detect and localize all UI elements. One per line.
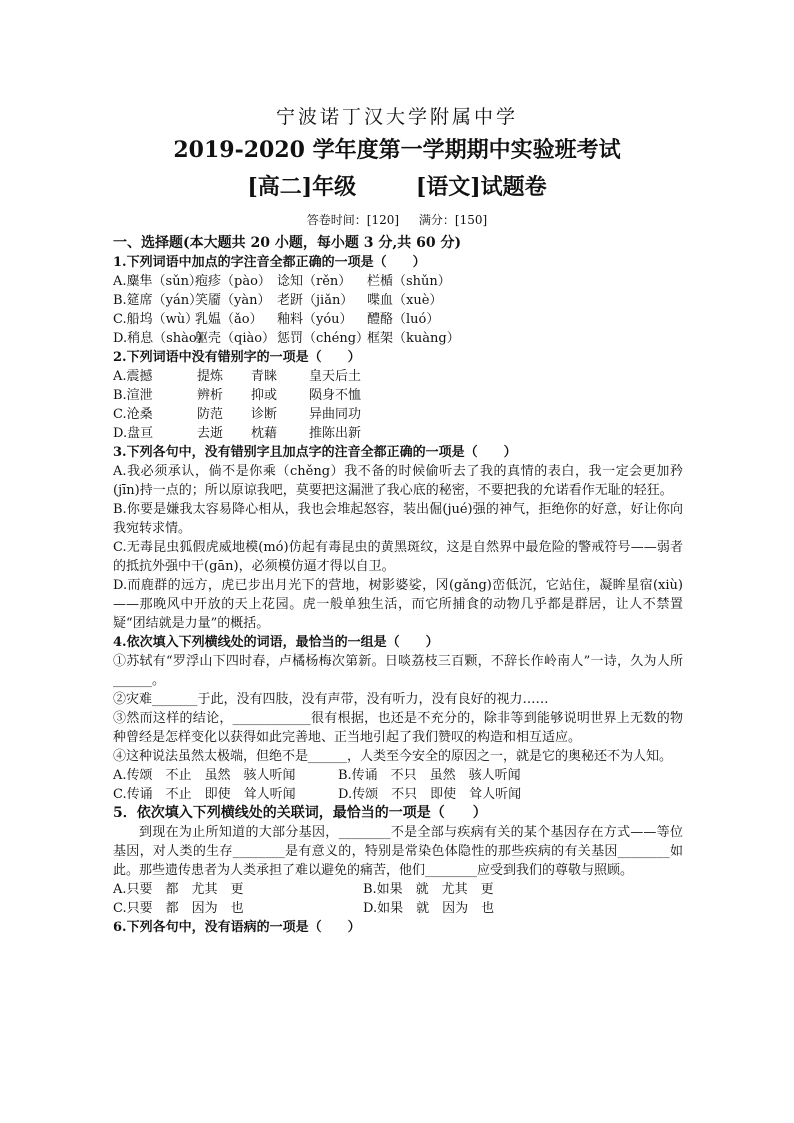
- option-cell: 异曲同功: [309, 407, 362, 422]
- school-name: 宁波诺丁汉大学附属中学: [275, 106, 518, 128]
- question-1-option-row: [113, 329, 683, 348]
- question-3-option-c: C.无毒昆虫狐假虎威地模(mó)仿起有毒昆虫的黄黑斑纹，这是自然界中最危险的警戒符号——弱者的抵抗外强中干(gān)，必须模仿逼才得以自卫。: [113, 540, 683, 574]
- exam-meta: [0, 211, 794, 228]
- question-5-options-row: [113, 880, 683, 899]
- question-4-options-row: [113, 766, 683, 785]
- question-2-stem: 2.下列词语中没有错别字的一项是（ ）: [113, 350, 361, 365]
- exam-title: 2019-2020 学年度第一学期期中实验班考试: [173, 137, 621, 163]
- option-cell: D.稍息（shào）: [113, 331, 210, 346]
- option-cell: A.震撼: [113, 369, 153, 384]
- option-cell: C.只要 都 因为 也: [113, 901, 244, 916]
- question-2-option-row: [113, 386, 683, 405]
- option-cell: D.盘亘: [113, 426, 154, 441]
- question-4-sentence-3: ③然而这样的结论，____________很有根据，也还是不充分的，除非等到能够说明世界上无数的物种曾经是怎样变化以获得如此完善地、正当地引起了我们赞叹的构造和相互适应。: [113, 711, 683, 745]
- grade-label: [高二]年级: [247, 174, 357, 200]
- score-label: 满分：[150]: [418, 213, 488, 227]
- question-4-sentence-1: ①苏轼有“罗浮山下四时春，卢橘杨梅次第新。日啖荔枝三百颗，不辞长作岭南人”一诗，久为人所______。: [113, 654, 683, 688]
- option-cell: 去逝: [197, 426, 224, 441]
- option-cell: 框架（kuàng）: [367, 331, 460, 346]
- option-cell: 青睐: [251, 369, 278, 384]
- subject-label: [语文]试题卷: [415, 174, 547, 200]
- question-2-option-row: [113, 367, 683, 386]
- option-cell: 枕藉: [251, 426, 278, 441]
- option-cell: B.渲泄: [113, 388, 153, 403]
- option-cell: A.麋隼（sǔn）: [113, 274, 202, 289]
- option-cell: 诊断: [251, 407, 278, 422]
- option-cell: C.船坞（wù）: [113, 312, 199, 327]
- question-5-stem: 5．依次填入下列横线处的关联词，最恰当的一项是（ ）: [113, 805, 487, 821]
- option-cell: C.传诵 不止 即使 耸人听闻: [113, 787, 296, 802]
- option-cell: 抑或: [251, 388, 278, 403]
- option-cell: A.只要 都 尤其 更: [113, 882, 244, 897]
- option-cell: 陨身不恤: [309, 388, 362, 403]
- question-body: [113, 234, 683, 937]
- question-3-option-d: D.而鹿群的远方，虎已步出月光下的营地，树影婆娑，冈(gǎng)峦低沉，它站住，凝眸星宿(xiù)——那晚风中开放的天上花园。虎一般单独生活，而它所捕食的动物几乎都是群居，让人不禁置疑“团结就是力量”的概括。: [113, 578, 683, 631]
- question-3-option-a: A.我必须承认，倘不是你乘（chěng）我不备的时候偷听去了我的真情的表白，我一定会更加矜(jīn)持一点的；所以原谅我吧，莫要把这漏泄了我心底的秘密，不要把我的允诺看作无耻的轻狂。: [113, 464, 683, 498]
- option-cell: 推陈出新: [309, 426, 362, 441]
- question-1-option-row: [113, 310, 683, 329]
- question-4-options-row: [113, 785, 683, 804]
- question-3-stem: 3.下列各句中，没有错别字且加点字的注音全都正确的一项是（ ）: [113, 445, 517, 460]
- option-cell: 惩罚（chéng）: [277, 331, 370, 346]
- question-4-stem: 4.依次填入下列横线处的词语，最恰当的一组是（ ）: [113, 635, 439, 650]
- option-cell: 笑靥（yàn）: [195, 293, 271, 308]
- question-2-option-row: [113, 405, 683, 424]
- section-heading: 一、选择题(本大题共 20 小题，每小题 3 分,共 60 分): [113, 235, 462, 251]
- question-2-option-row: [113, 424, 683, 443]
- option-cell: 谂知（rěn）: [277, 274, 352, 289]
- option-cell: 栏楯（shǔn）: [367, 274, 451, 289]
- option-cell: C.沧桑: [113, 407, 153, 422]
- question-6-stem: 6.下列各句中，没有语病的一项是（ ）: [113, 920, 361, 935]
- option-cell: D.如果 就 因为 也: [363, 901, 495, 916]
- option-cell: 辨析: [197, 388, 224, 403]
- option-cell: 疱疹（pào）: [195, 274, 271, 289]
- option-cell: 乳媪（ǎo）: [195, 312, 263, 327]
- option-cell: 躯壳（qiào）: [195, 331, 276, 346]
- time-label: 答卷时间：[120]: [306, 213, 400, 227]
- question-1-option-row: [113, 291, 683, 310]
- question-3-option-b: B.你要是嫌我太容易降心相从，我也会堆起怒容，装出倔(jué)强的神气，拒绝你的好意，好让你向我宛转求情。: [113, 502, 683, 536]
- option-cell: D.传颂 不只 即使 耸人听闻: [338, 787, 522, 802]
- option-cell: 喋血（xuè）: [367, 293, 443, 308]
- option-cell: A.传颂 不止 虽然 骇人听闻: [113, 768, 296, 783]
- option-cell: 提炼: [197, 369, 224, 384]
- option-cell: 釉料（yóu）: [277, 312, 353, 327]
- option-cell: 防范: [197, 407, 224, 422]
- question-5-options-row: [113, 899, 683, 918]
- option-cell: B.传诵 不只 虽然 骇人听闻: [338, 768, 521, 783]
- grade-subject-line: [0, 170, 794, 201]
- option-cell: B.筵席（yán）: [113, 293, 203, 308]
- question-5-text: 到现在为止所知道的大部分基因，________不是全部与疾病有关的某个基因存在方式——等位基因，对人类的生存________是有意义的，特别是常染色体隐性的那些疾病的有关基因________如此。那些遗传患者为人类承担了难以避免的痛苦，他们________应受到我们的尊敬与照顾。: [113, 825, 683, 878]
- option-cell: 皇天后土: [309, 369, 362, 384]
- question-4-sentence-2: ②灾难_______于此，没有四肢，没有声带，没有听力，没有良好的视力……: [113, 692, 549, 707]
- option-cell: 醴酪（luó）: [367, 312, 440, 327]
- question-1-stem: 1.下列词语中加点的字注音全都正确的一项是（ ）: [113, 255, 426, 270]
- option-cell: B.如果 就 尤其 更: [363, 882, 494, 897]
- option-cell: 老趼（jiǎn）: [277, 293, 354, 308]
- question-4-sentence-4: ④这种说法虽然太极端，但绝不是______，人类至今安全的原因之一，就是它的奥秘还不为人知。: [113, 749, 673, 764]
- question-1-option-row: [113, 272, 683, 291]
